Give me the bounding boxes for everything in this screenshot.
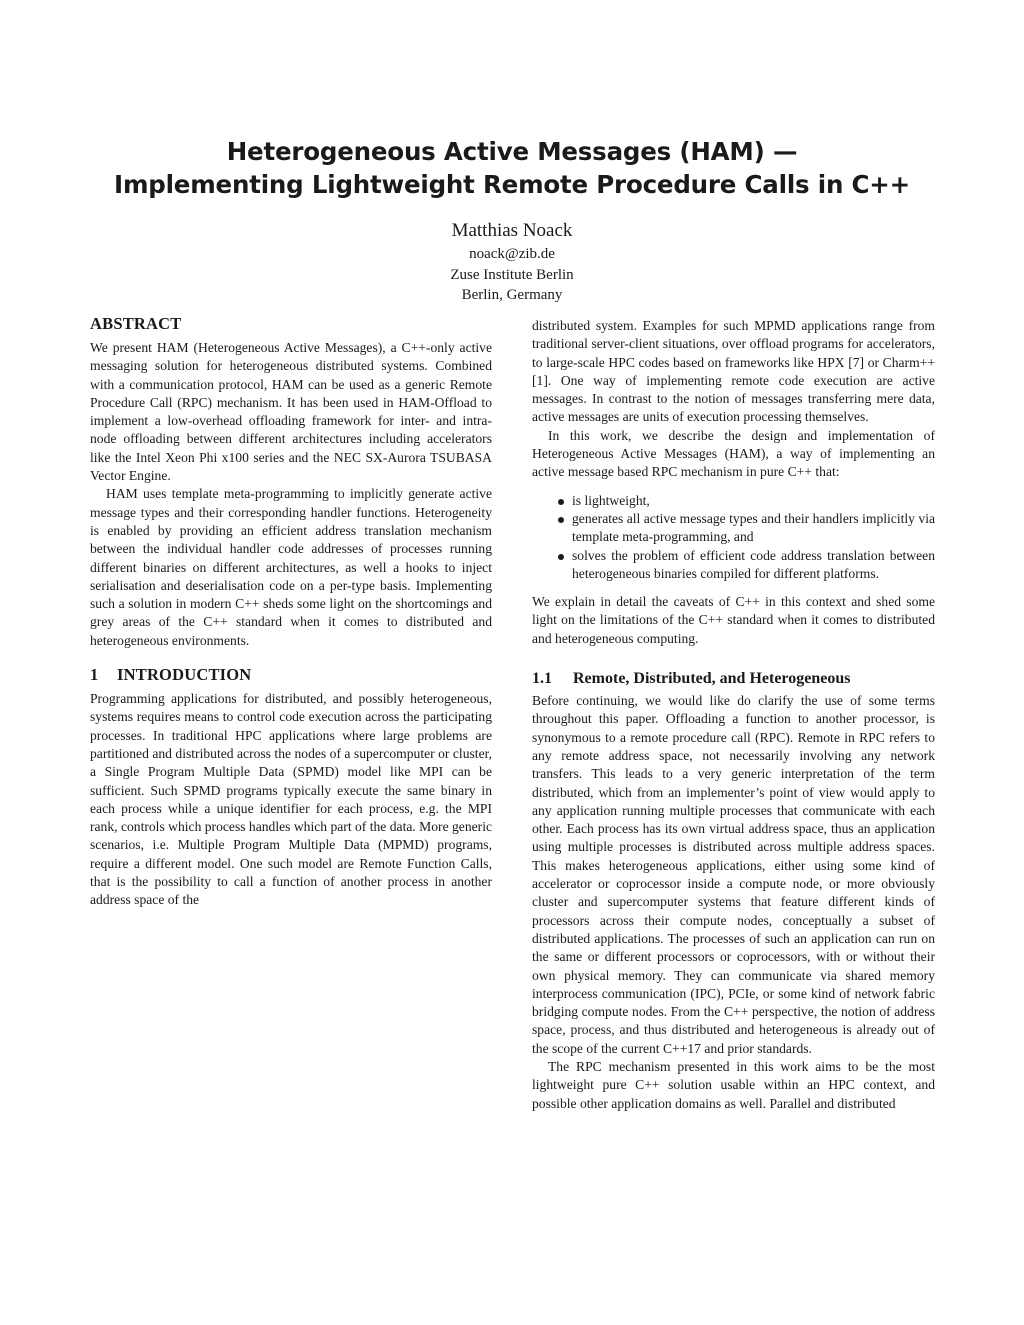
subsection-title: Remote, Distributed, and Heterogeneous: [573, 670, 851, 688]
contribution-list: [532, 492, 935, 583]
intro-paragraph-1: Programming applications for distributed, and possibly heterogeneous, systems requires means to control code execution across the participating processes. In traditional HPC applications where large problems are partitioned and distributed across the nodes of a supercomputer or cluster, a Single Program Multiple Data (SPMD) model like MPI can be sufficient. Such SPMD programs typically execute the same binary in each process while a unique identifier for each process, e.g. the MPI rank, controls which process handles which part of the data. More generic scenarios, i.e. Multiple Program Multiple Data (MPMD) programs, require a different model. One such model are Remote Function Calls, that is the possibility to call a function of another process in another address space of the: [90, 691, 493, 908]
intro-paragraph-1-continued: distributed system. Examples for such MPMD applications range from traditional server-client situations, over offload programs for accelerators, to large-scale HPC codes based on frameworks like HPX [7] or Charm++[1]. One way of implementing remote code execution are active messages. In contrast to the notion of messages transferring mere data, active messages are units of execution processing themselves.: [532, 318, 935, 425]
paper-title: [0, 135, 1024, 201]
subsection-heading: [532, 668, 935, 690]
right-column: [532, 313, 935, 1113]
author-email: noack@zib.de: [469, 246, 555, 262]
list-item: [532, 492, 935, 510]
bullet-icon: [558, 554, 564, 560]
subsection-paragraph-1: Before continuing, we would like do clarify the use of some terms throughout this paper. Offloading a function to another processor, is synonymous to a remote procedure call (RPC). Remote in RPC refers to any remote address space, not necessarily involving any network transfers. This leads to a very generic interpretation of the term distributed, which from an implementer’s point of view would apply to any application running multiple processes that communicate with each other. Each process has its own virtual address space, thus an application using multiple processes is distributed across multiple address spaces. This makes heterogeneous applications, either using some kind of accelerator or coprocessor inside a compute node, or more obviously cluster and supercomputer systems that feature different kinds of processors across their compute nodes, conceptually a subset of distributed applications. The processes of such an application can run on the same or different processors or coprocessors, with or without their own physical memory. They can communicate via shared memory interprocess communication (IPC), PCIe, or some kind of network fabric bridging compute nodes. From the C++ perspective, the notion of address space, process, and thus distributed and heterogeneous is already out of the scope of the current C++17 and prior standards.: [532, 693, 935, 1056]
title-line-1: Heterogeneous Active Messages (HAM) —: [226, 137, 798, 166]
list-item-text: generates all active message types and their handlers implicitly via template meta-programming, and: [572, 510, 935, 545]
list-item: [532, 510, 935, 547]
intro-paragraph-3: We explain in detail the caveats of C++ in this context and shed some light on the limitations of the C++ standard when it comes to distributed and heterogeneous computing.: [532, 594, 935, 646]
abstract-heading: ABSTRACT: [90, 314, 182, 333]
introduction-heading: [90, 664, 492, 686]
author-block: [0, 218, 1024, 306]
introduction-number: 1: [90, 665, 99, 685]
abstract-paragraph-2: HAM uses template meta-programming to implicitly generate active message types and their corresponding handler functions. Heterogeneity is enabled by providing an efficient address translation mechanism between the individual handler code addresses of processes running different binaries on different architectures, as well a hooks to inject serialisation and deserialisation code on a per-type basis. Implementing such a solution in modern C++ sheds some light on the shortcomings and grey areas of the C++ standard when it comes to distributed and heterogeneous environments.: [90, 486, 492, 648]
intro-paragraph-2: In this work, we describe the design and implementation of Heterogeneous Active Messages (HAM), a way of implementing an active message based RPC mechanism in pure C++ that:: [532, 427, 935, 480]
bullet-icon: [558, 499, 564, 505]
author-name: Matthias Noack: [451, 220, 573, 241]
subsection-paragraph-2: The RPC mechanism presented in this work aims to be the most lightweight pure C++ solution usable within an HPC context, and possible other application domains as well. Parallel and distributed: [532, 1058, 935, 1111]
subsection-number: 1.1: [532, 670, 552, 688]
list-item: [532, 547, 935, 584]
introduction-title: INTRODUCTION: [117, 665, 252, 685]
left-column: [90, 313, 492, 910]
title-line-2: Implementing Lightweight Remote Procedure Calls in C++: [114, 170, 910, 199]
abstract-paragraph-1: We present HAM (Heterogeneous Active Messages), a C++-only active messaging solution for heterogeneous distributed systems. Combined with a communication protocol, HAM can be used as a generic Remote Procedure Call (RPC) mechanism. It has been used in HAM-Offload to implement a low-overhead offloading framework for inter- and intra-node offloading between different architectures including accelerators like the Intel Xeon Phi x100 series and the NEC SX-Aurora TSUBASA Vector Engine.: [90, 340, 492, 484]
bullet-icon: [558, 517, 564, 523]
author-location: Berlin, Germany: [461, 287, 563, 303]
list-item-text: solves the problem of efficient code address translation between heterogeneous binaries compiled for different platforms.: [572, 547, 935, 581]
author-institution: Zuse Institute Berlin: [450, 266, 574, 283]
list-item-text: is lightweight,: [572, 492, 650, 508]
